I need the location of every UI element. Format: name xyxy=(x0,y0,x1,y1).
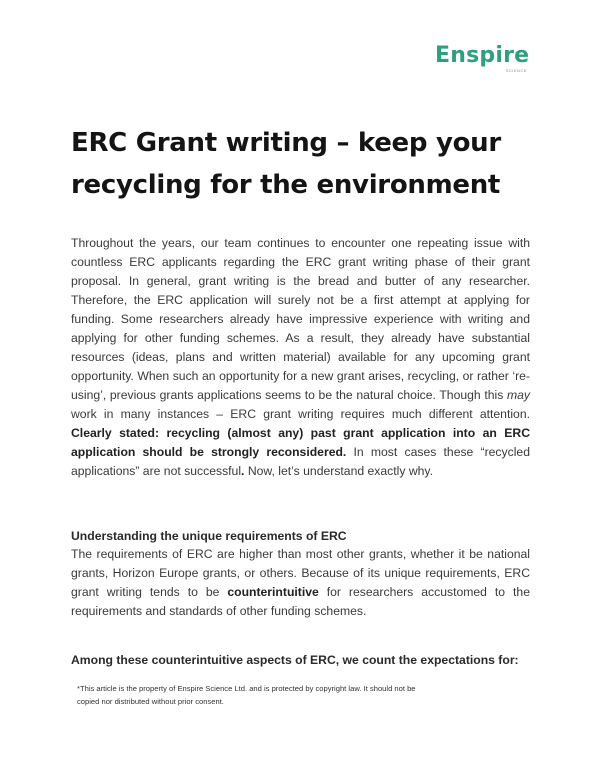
intro-emphasis: may xyxy=(506,388,530,402)
section-text-1: The requirements of ERC are higher than most other grants, whether it be national grants, Horizon Europe grants, or others. Because of its unique requirements, ERC grant writing tends to be xyxy=(71,547,530,599)
footnote-line-1: *This article is the property of Enspire Science Ltd. and is protected by copyright law. It should not be xyxy=(77,684,416,693)
copyright-footnote xyxy=(77,682,497,708)
intro-bold-dot-2: . xyxy=(241,464,245,478)
intro-paragraph xyxy=(71,234,530,481)
section-bold-term: counterintuitive xyxy=(227,585,319,599)
among-heading: Among these counterintuitive aspects of ERC, we count the expectations for: xyxy=(71,653,519,667)
section-paragraph xyxy=(71,545,530,621)
intro-text-4: Now, let’s understand exactly why. xyxy=(244,464,433,478)
footnote-line-2: copied nor distributed without prior consent. xyxy=(77,697,224,706)
article-title: ERC Grant writing – keep your recycling for the environment xyxy=(71,128,501,200)
section-heading: Understanding the unique requirements of ERC xyxy=(71,529,347,543)
section-text-2: for researchers accustomed to the requirements and standards of other funding schemes. xyxy=(71,585,530,618)
enspire-logo xyxy=(435,44,535,74)
logo-wordmark: Enspire xyxy=(435,43,530,68)
intro-bold-dot: . xyxy=(342,445,347,459)
intro-text-3: In most cases these “recycled applications” are not successful xyxy=(71,445,530,478)
logo-tagline: SCIENCE xyxy=(505,68,527,73)
intro-text-2: work in many instances – ERC grant writing requires much different attention. xyxy=(71,407,530,421)
intro-bold-statement: Clearly stated: recycling (almost any) past grant application into an ERC application should be strongly reconsidered xyxy=(71,426,530,459)
intro-text-1: Throughout the years, our team continues to encounter one repeating issue with countless ERC applicants regarding the ERC grant writing phase of their grant proposal. In general, grant writing is the bread and butter of any researcher. Therefore, the ERC application will surely not be a first attempt at applying for funding. Some researchers already have impressive experience with writing and applying for other funding schemes. As a result, they already have substantial resources (ideas, plans and written material) available for any upcoming grant opportunity. When such an opportunity for a new grant arises, recycling, or rather ‘re-using’, previous grants applications seems to be the natural choice. Though this xyxy=(71,236,530,402)
